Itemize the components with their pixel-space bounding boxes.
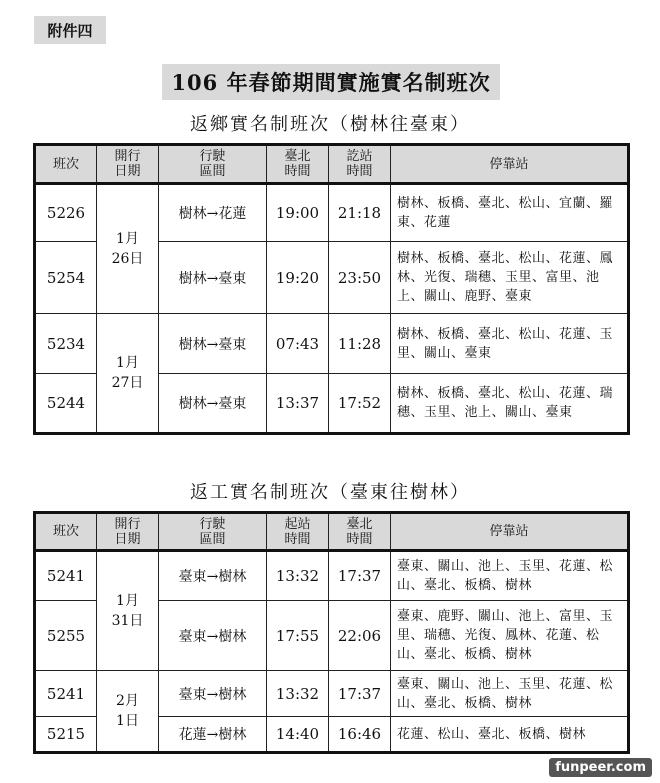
col-header-train: 班次 <box>35 145 97 184</box>
time-1: 13:32 <box>267 551 329 601</box>
time-2: 17:37 <box>329 671 391 717</box>
stops: 臺東、關山、池上、玉里、花蓮、松山、臺北、板橋、樹林 <box>391 671 629 717</box>
stops: 樹林、板橋、臺北、松山、宜蘭、羅東、花蓮 <box>391 184 629 242</box>
route: 樹林→臺東 <box>159 242 267 314</box>
time-1: 19:00 <box>267 184 329 242</box>
train-number: 5241 <box>35 551 97 601</box>
time-2: 16:46 <box>329 717 391 753</box>
col-header-stops: 停靠站 <box>391 145 629 184</box>
table-header-row <box>35 145 629 184</box>
col-header-route: 行駛 區間 <box>159 513 267 551</box>
time-1: 17:55 <box>267 601 329 671</box>
time-1: 14:40 <box>267 717 329 753</box>
route: 臺東→樹林 <box>159 551 267 601</box>
table-row <box>35 671 629 717</box>
table-row <box>35 314 629 374</box>
train-number: 5234 <box>35 314 97 374</box>
time-2: 21:18 <box>329 184 391 242</box>
run-date: 1月 31日 <box>97 551 159 671</box>
attachment-label: 附件四 <box>34 16 106 44</box>
train-number: 5255 <box>35 601 97 671</box>
col-header-date: 開行 日期 <box>97 145 159 184</box>
train-number: 5226 <box>35 184 97 242</box>
run-date: 1月 27日 <box>97 314 159 434</box>
section1-title: 返鄉實名制班次（樹林往臺東） <box>190 114 470 135</box>
page-title: 106 年春節期間實施實名制班次 <box>162 64 500 100</box>
run-date: 1月 26日 <box>97 184 159 314</box>
train-number: 5254 <box>35 242 97 314</box>
col-header-taipei-time: 臺北 時間 <box>267 145 329 184</box>
return-home-table <box>33 143 630 435</box>
time-2: 17:37 <box>329 551 391 601</box>
route: 臺東→樹林 <box>159 601 267 671</box>
stops: 臺東、鹿野、關山、池上、富里、玉里、瑞穗、光復、鳳林、花蓮、松山、臺北、板橋、樹林 <box>391 601 629 671</box>
route: 樹林→臺東 <box>159 374 267 434</box>
train-number: 5241 <box>35 671 97 717</box>
col-header-stops: 停靠站 <box>391 513 629 551</box>
table-row <box>35 551 629 601</box>
col-header-date: 開行 日期 <box>97 513 159 551</box>
col-header-train: 班次 <box>35 513 97 551</box>
time-1: 13:32 <box>267 671 329 717</box>
stops: 樹林、板橋、臺北、松山、花蓮、玉里、關山、臺東 <box>391 314 629 374</box>
route: 樹林→花蓮 <box>159 184 267 242</box>
col-header-arrival-time: 訖站 時間 <box>329 145 391 184</box>
train-number: 5244 <box>35 374 97 434</box>
route: 花蓮→樹林 <box>159 717 267 753</box>
col-header-origin-time: 起站 時間 <box>267 513 329 551</box>
stops: 臺東、關山、池上、玉里、花蓮、松山、臺北、板橋、樹林 <box>391 551 629 601</box>
time-2: 23:50 <box>329 242 391 314</box>
table-header-row <box>35 513 629 551</box>
stops: 花蓮、松山、臺北、板橋、樹林 <box>391 717 629 753</box>
route: 樹林→臺東 <box>159 314 267 374</box>
route: 臺東→樹林 <box>159 671 267 717</box>
time-2: 17:52 <box>329 374 391 434</box>
stops: 樹林、板橋、臺北、松山、花蓮、鳳林、光復、瑞穗、玉里、富里、池上、關山、鹿野、臺東 <box>391 242 629 314</box>
col-header-route: 行駛 區間 <box>159 145 267 184</box>
time-1: 19:20 <box>267 242 329 314</box>
run-date: 2月 1日 <box>97 671 159 753</box>
return-work-table <box>33 511 630 754</box>
time-2: 11:28 <box>329 314 391 374</box>
section2-title: 返工實名制班次（臺東往樹林） <box>190 482 470 503</box>
train-number: 5215 <box>35 717 97 753</box>
col-header-taipei-time: 臺北 時間 <box>329 513 391 551</box>
time-1: 07:43 <box>267 314 329 374</box>
table-row <box>35 184 629 242</box>
time-2: 22:06 <box>329 601 391 671</box>
watermark: funpeer.com <box>549 758 652 777</box>
time-1: 13:37 <box>267 374 329 434</box>
stops: 樹林、板橋、臺北、松山、花蓮、瑞穗、玉里、池上、關山、臺東 <box>391 374 629 434</box>
